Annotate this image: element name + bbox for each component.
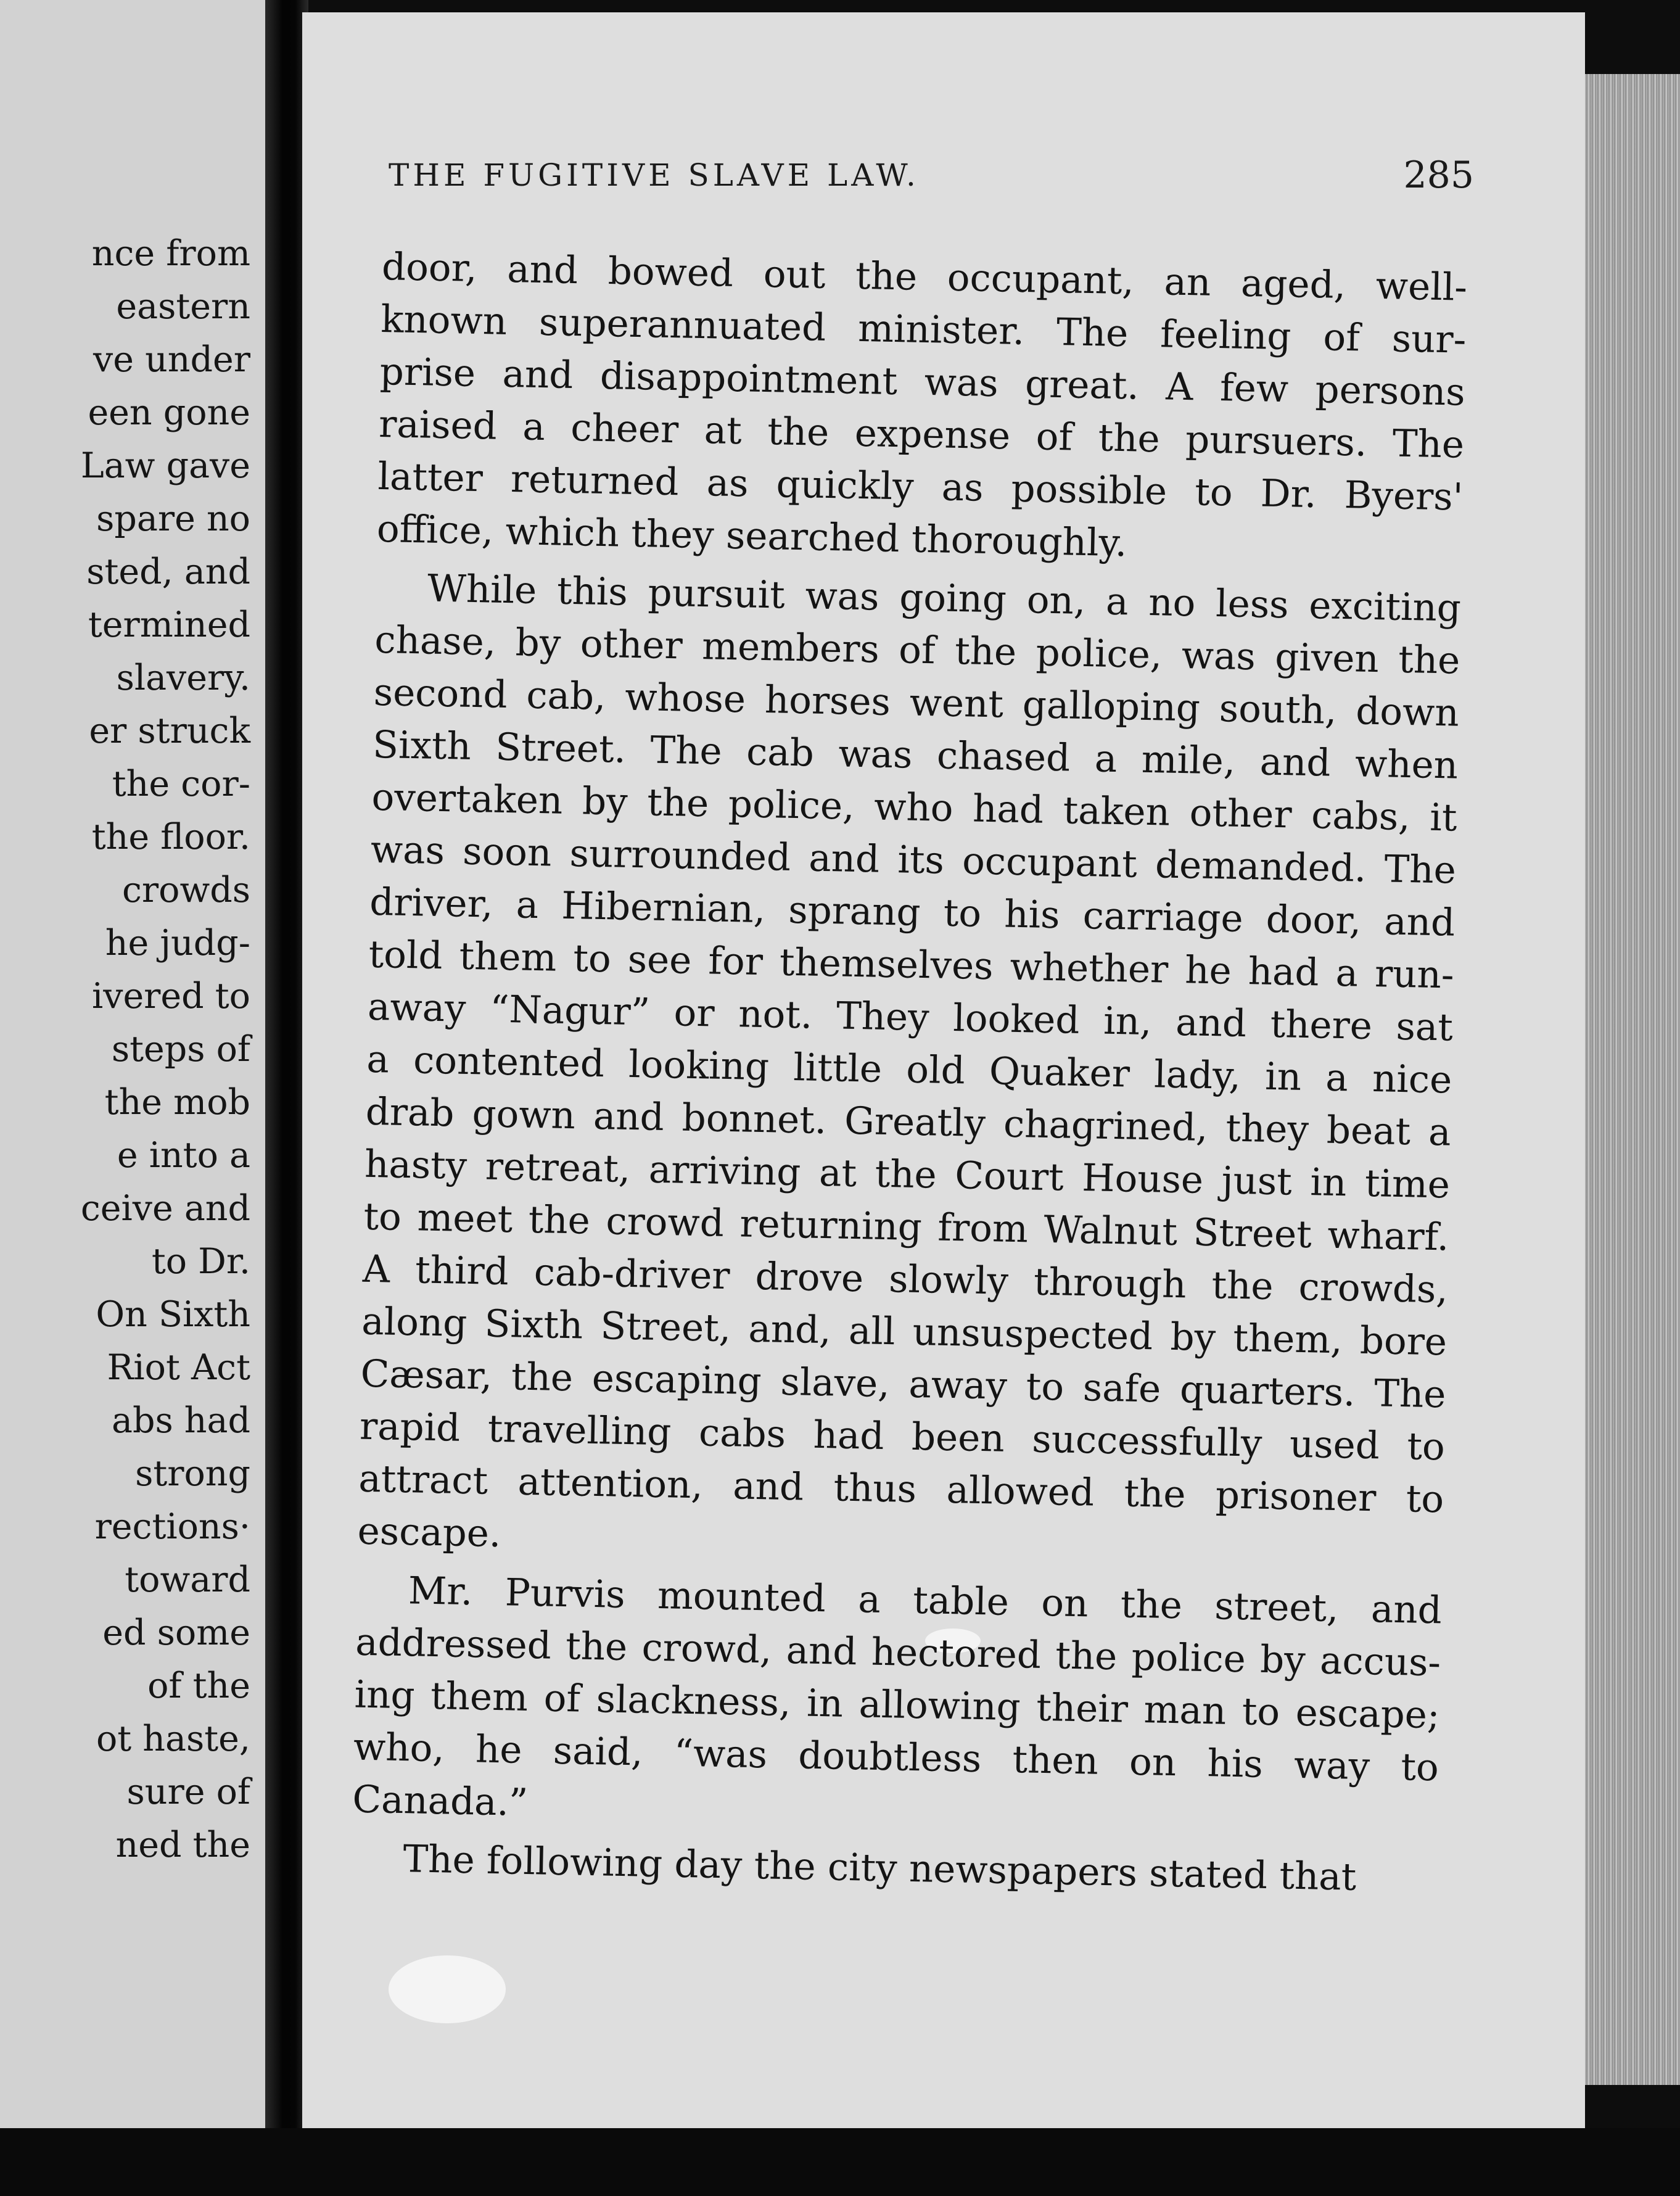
paragraph [357, 561, 1462, 1578]
text-line: rapid travelling cabs had been successfully used to [359, 1404, 1446, 1469]
text-line: hasty retreat, arriving at the Court House just in time [364, 1142, 1451, 1207]
previous-page-line: ceive and [80, 1188, 250, 1229]
text-line: office, which they searched thoroughly. [376, 506, 1127, 566]
previous-page-line: abs had [111, 1400, 250, 1441]
previous-page-line: ed some [102, 1612, 250, 1653]
paragraph [352, 1564, 1443, 1847]
previous-page-line: termined [88, 605, 250, 645]
text-line: was soon surrounded and its occupant demanded. The [370, 827, 1457, 893]
previous-page-line: the mob [104, 1082, 250, 1123]
previous-page-line: On Sixth [96, 1294, 250, 1335]
previous-page-line: of the [147, 1666, 250, 1706]
running-head: THE FUGITIVE SLAVE LAW. [389, 157, 920, 193]
previous-page-line: Law gave [80, 445, 250, 486]
previous-page-line: rections· [94, 1506, 250, 1547]
text-line: prise and disappointment was great. A few persons [379, 349, 1466, 415]
text-line: overtaken by the police, who had taken other cabs, it [371, 775, 1458, 840]
body-text [351, 241, 1468, 1905]
previous-page-line: er struck [89, 711, 250, 751]
text-line: raised a cheer at the expense of the pursuers. The [378, 402, 1465, 467]
previous-page-text [81, 227, 250, 1872]
text-line: A third cab-driver drove slowly through the crowds, [362, 1247, 1449, 1312]
bottom-shadow [0, 2128, 1680, 2196]
text-line: The following day the city newspapers stated that [402, 1837, 1357, 1899]
text-line: attract attention, and thus allowed the prisoner to [358, 1456, 1444, 1522]
previous-page [0, 0, 265, 2128]
text-line: along Sixth Street, and, all unsuspected by them, bore [361, 1299, 1447, 1364]
text-line: driver, a Hibernian, sprang to his carriage door, and [369, 880, 1456, 945]
previous-page-line: the cor- [112, 764, 250, 804]
text-line: told them to see for themselves whether he had a run- [368, 932, 1455, 997]
previous-page-line: sure of [126, 1772, 250, 1812]
previous-page-line: nce from [91, 233, 250, 274]
text-line: escape. [357, 1509, 501, 1556]
text-line: second cab, whose horses went galloping south, down [373, 670, 1460, 735]
text-line: to meet the crowd returning from Walnut Street wharf. [363, 1194, 1449, 1260]
previous-page-line: the floor. [91, 817, 250, 857]
previous-page-line: crowds [121, 870, 250, 910]
text-line: known superannuated minister. The feeling of sur- [380, 297, 1467, 362]
paragraph [376, 241, 1467, 576]
text-line: Cæsar, the escaping slave, away to safe quarters. The [360, 1352, 1447, 1417]
previous-page-line: to Dr. [151, 1241, 250, 1282]
previous-page-line: een gone [88, 392, 250, 433]
previous-page-line: ned the [115, 1825, 250, 1865]
text-line: ing them of slackness, in allowing their man to escape; [354, 1672, 1441, 1738]
text-line: addressed the crowd, and hectored the police by accus- [355, 1620, 1441, 1685]
previous-page-line: spare no [96, 498, 250, 539]
previous-page-line: Riot Act [107, 1347, 250, 1388]
text-line: a contented looking little old Quaker lady, in a nice [366, 1037, 1452, 1102]
previous-page-line: ot haste, [96, 1719, 250, 1759]
text-line: chase, by other members of the police, was given the [374, 617, 1460, 683]
previous-page-line: toward [125, 1559, 250, 1600]
text-line: latter returned as quickly as possible to Dr. Byers' [377, 454, 1464, 519]
page-header [389, 154, 1474, 213]
text-line: away “Nagur” or not. They looked in, and there sat [367, 984, 1454, 1050]
previous-page-line: ivered to [92, 976, 250, 1017]
page-edges [1585, 74, 1680, 2085]
text-line: Canada.” [352, 1777, 529, 1825]
text-line: While this pursuit was going on, a no less exciting [427, 566, 1462, 630]
previous-page-line: e into a [117, 1135, 250, 1176]
previous-page-line: sted, and [86, 551, 250, 592]
previous-page-line: ve under [93, 339, 250, 380]
text-line: Sixth Street. The cab was chased a mile, and when [372, 722, 1459, 788]
previous-page-line: he judg- [105, 923, 250, 964]
previous-page-line: slavery. [116, 658, 250, 698]
text-line: who, he said, “was doubtless then on his way to [353, 1725, 1439, 1790]
page-number: 285 [1403, 154, 1474, 197]
previous-page-line: steps of [111, 1029, 250, 1070]
previous-page-line: eastern [116, 286, 250, 327]
previous-page-line: strong [135, 1453, 250, 1494]
text-line: door, and bowed out the occupant, an aged, well- [381, 244, 1468, 310]
text-line: Mr. Purvis mounted a table on the street, and [408, 1569, 1443, 1633]
paper-speck [389, 1955, 506, 2023]
text-line: drab gown and bonnet. Greatly chagrined, they beat a [365, 1089, 1452, 1155]
